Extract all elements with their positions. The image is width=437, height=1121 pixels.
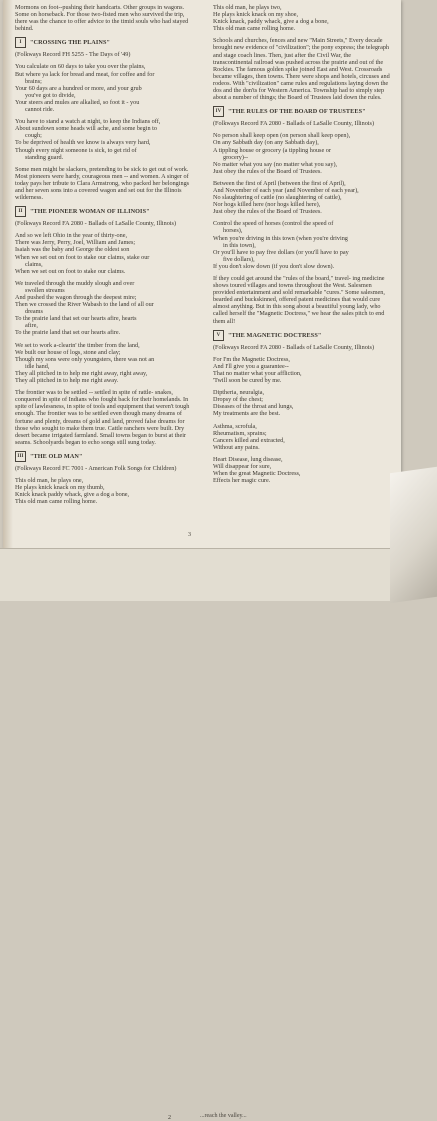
lower-page-number: 2	[168, 1115, 171, 1121]
verse-line: When the great Magnetic Doctress,	[213, 470, 301, 478]
text-line: for those who sought to make them true. Cattle ranchers	[15, 417, 185, 432]
verse-line: No slaughtering of cattle (no slaughtering of cattle),	[213, 194, 342, 202]
song-verse	[213, 132, 391, 175]
verse-line: This old man, he plays one,	[15, 476, 84, 484]
verse-line: cannot ride.	[25, 106, 55, 114]
verse-line: This old man came rolling home.	[213, 25, 296, 33]
verse-line: When you're driving in this town (when you're driving	[213, 234, 348, 242]
song-verse	[15, 477, 193, 505]
verse-line: Though my sons were only youngsters, there was not an	[15, 355, 155, 363]
prose-paragraph	[213, 37, 391, 101]
lower-page-text: ...reach the valley...	[200, 1113, 247, 1119]
text-line: Illinois wilderness.	[15, 186, 182, 202]
text-line: to offer advice to the timid souls who had stayed behind.	[15, 18, 189, 33]
verse-line: He plays knick knack on my shoe,	[213, 11, 299, 19]
section-number: V	[213, 330, 224, 341]
prose-paragraph	[213, 275, 391, 325]
verse-line: When we set out on foot to stake our claims, stake our	[15, 253, 150, 261]
record-source: (Folkways Record FA 2080 - Ballads of LaSalle County, Illinois)	[15, 220, 177, 228]
record-source: (Folkways Record FA 2080 - Ballads of LaSalle County, Illinois)	[213, 120, 375, 128]
text-line: was to be settled even though many dreams of fortune	[15, 410, 182, 425]
verse-line: If you don't slow down (if you don't slow down).	[213, 262, 335, 270]
text-line: seven sons into a covered wagon and set out for the	[34, 186, 163, 194]
section-title: "THE OLD MAN"	[30, 452, 83, 460]
record-source: (Folkways Record FC 7001 - American Folk Songs for Children)	[15, 464, 177, 472]
text-line: to Clara Armstrong, who packed her belongings and her	[15, 179, 190, 194]
verse-line: Without any pains.	[213, 443, 260, 451]
section-title: "CROSSING THE PLAINS"	[30, 39, 111, 47]
verse-line: When we set out on foot to stake our claims.	[15, 267, 126, 275]
verse-line: They all pitched in to help me right away.	[15, 377, 119, 385]
verse-line: Knick knack paddy whack, give a dog a bone,	[15, 491, 130, 499]
verse-line: We set to work a-clearin' the timber from the land,	[15, 341, 140, 349]
text-line: Small towns began to burst at their seams. Schoolyards	[15, 431, 186, 446]
text-line: buckskinned, offered patent medicines that would cure	[244, 296, 381, 304]
verse-line: This old man came rolling home.	[15, 498, 98, 506]
verse-line: in this town),	[223, 241, 256, 249]
verse-line: Nor hogs killed here (nor hogs killed here),	[213, 201, 321, 209]
section-number: II	[15, 206, 26, 217]
verse-line: For I'm the Magnetic Doctress,	[213, 355, 290, 363]
text-line: snakes, conquered in spite of Indians who fought back for	[15, 389, 173, 404]
text-line: West. Crossroads became villages, then towns. There	[213, 65, 383, 80]
verse-line: Between the first of April (between the first of April),	[213, 179, 346, 187]
verse-line: horses),	[223, 227, 243, 235]
verse-line: Control the speed of horses (control the speed of	[213, 220, 334, 228]
song-verse	[15, 280, 193, 337]
verse-line: brains;	[25, 77, 42, 85]
verse-line: My treatments are the best.	[213, 410, 281, 418]
verse-line: To be deprived of health we know is always very hard,	[15, 139, 151, 147]
verse-line: cough;	[25, 132, 42, 140]
song-verse	[213, 423, 391, 451]
verse-line: And I'll give you a guarantee--	[213, 362, 289, 370]
text-line: began to echo songs still sung today.	[65, 438, 156, 446]
verse-line: Diptheria, neuralgia,	[213, 389, 265, 397]
song-verse	[15, 342, 193, 385]
text-line: Schools and churches, fences and new "Main Streets,"	[213, 37, 348, 45]
verse-line: 'Twill soon be cured by me.	[213, 377, 282, 385]
text-line: almost anything. But in this song about a beautiful	[213, 303, 338, 311]
underlying-page	[0, 548, 400, 1121]
verse-line: Then we crossed the River Wabash to the land of all our	[15, 301, 154, 309]
song-verse	[213, 4, 391, 32]
verse-line: We built our house of logs, stone and clay;	[15, 348, 121, 356]
record-source: (Folkways Record FH 5255 - The Days of '49)	[15, 51, 131, 59]
text-line: men -- and women. A singer of today pays her tribute	[15, 172, 189, 187]
verse-line: idle hand,	[25, 362, 50, 370]
verse-line: On any Sabbath day (on any Sabbath day),	[213, 139, 319, 147]
verse-line: To the prairie land that set our hearts afire.	[15, 329, 121, 337]
document-page	[3, 0, 401, 548]
text-line: get out of work. Most pioneers were hardy, courageous	[15, 165, 189, 180]
text-line: If they could get around the "rules of the board," travel-	[213, 275, 351, 282]
song-verse	[213, 456, 391, 484]
intro-paragraph	[15, 4, 193, 32]
verse-line: And so we left Ohio in the year of thirty-one,	[15, 232, 128, 240]
verse-line: To the prairie land that set our hearts afire, hearts	[15, 315, 137, 323]
verse-line: This old man, he plays two,	[213, 4, 282, 11]
verse-line: And pushed the wagon through the deepest mire;	[15, 294, 137, 301]
song-verse	[213, 356, 391, 384]
verse-line: claims,	[25, 260, 43, 268]
verse-line: Your 60 days are a hundred or more, and your grub	[15, 84, 142, 92]
text-line: were built. Dry desert became irrigated farmland.	[15, 424, 185, 439]
song-verse	[213, 180, 391, 215]
left-column	[15, 4, 193, 510]
text-line: we hear the sales pitch to end them all!	[213, 310, 385, 325]
prose-paragraph	[15, 166, 193, 201]
section-number: III	[15, 451, 26, 462]
verse-line: Or you'll have to pay five dollars (or you'll have to pay	[213, 248, 349, 256]
verse-line: Will disappear for sure,	[213, 462, 272, 470]
verse-line: Cancers killed and extracted,	[213, 436, 285, 444]
text-line: Every decade brought new evidence of "civilization";	[213, 37, 383, 52]
song-verse	[213, 389, 391, 417]
text-line: the dos and the don'ts for Western America. Township	[213, 79, 389, 95]
section-heading	[15, 451, 193, 462]
verse-line: You calculate on 60 days to take you over the plains,	[15, 63, 146, 71]
verse-line: you've got to divide,	[25, 91, 76, 99]
song-verse	[15, 118, 193, 161]
verse-line: No matter what you say (no matter what you say),	[213, 160, 338, 168]
verse-line: Though every night someone is sick, to get rid of	[15, 146, 137, 154]
text-line: and equipment that weren't tough enough. The frontier	[15, 403, 190, 418]
verse-line: There was Jerry, Perry, Joel, William and James;	[15, 239, 136, 247]
section-number: I	[15, 37, 26, 48]
verse-line: A tippling house or grocery (a tippling house or	[213, 146, 331, 154]
record-source: (Folkways Record FA 2080 - Ballads of LaSalle County, Illinois)	[213, 343, 375, 351]
text-line: railroad was pushed across the prairie and out of	[254, 58, 375, 66]
section-heading	[15, 37, 193, 48]
verse-line: But where ya lack for bread and meat, for coffee and for	[15, 70, 155, 78]
section-title: "THE MAGNETIC DOCTRESS"	[228, 331, 322, 339]
song-verse	[213, 220, 391, 270]
text-line: remarkable "cures." Some salesmen, bearded and	[213, 289, 385, 304]
right-column	[213, 4, 391, 489]
page-number: 3	[188, 532, 191, 538]
section-number: IV	[213, 106, 224, 117]
text-line: young lady, who called herself the "Magnetic Doctress,"	[213, 303, 381, 318]
verse-line: Dropsy of the chest;	[213, 396, 264, 404]
text-line: ing medicine shows toured villages and towns throughout	[213, 275, 385, 290]
section-heading	[15, 206, 193, 217]
verse-line: And November of each year (and November of each year),	[213, 186, 359, 194]
verse-line: swollen streams	[25, 286, 65, 294]
verse-line: About sundown some heads will ache, and some begin to	[15, 125, 157, 133]
text-line: "civilization" came rules and regulations laying down	[246, 79, 380, 87]
text-line: two-fisted men who survived the trip, there was the chance	[15, 11, 185, 26]
verse-line: You have to stand a watch at night, to keep the Indians off,	[15, 118, 161, 126]
verse-line: That no matter what your affliction,	[213, 369, 302, 377]
text-line: the West. Salesmen provided entertainment and sold	[213, 282, 372, 297]
verse-line: afire,	[25, 322, 38, 330]
verse-line: He plays knick knack on my thumb,	[15, 484, 105, 492]
text-line: the Rockies. The famous golden spike joined East and	[213, 58, 384, 73]
section-title: "THE RULES OF THE BOARD OF TRUSTEES"	[228, 108, 366, 116]
text-line: groups in wagons. Some on horseback. For those	[15, 4, 185, 19]
song-verse	[15, 232, 193, 275]
text-line: and plenty, dreams of gold and land, proved false dreams	[34, 417, 176, 425]
verse-line: No person shall keep open (on person shall keep open),	[213, 132, 351, 140]
song-verse	[15, 63, 193, 113]
prose-paragraph	[15, 389, 193, 446]
verse-line: We traveled through the muddy slough and over	[15, 279, 135, 287]
section-heading	[213, 106, 391, 117]
section-title: "THE PIONEER WOMAN OF ILLINOIS"	[30, 208, 150, 216]
verse-line: standing guard.	[25, 153, 64, 161]
text-line: were shops and hotels, circuses and rodeos. With	[213, 72, 390, 87]
verse-line: dreams	[25, 308, 43, 316]
text-line: The frontier was to be settled -- settled in spite of rattle-	[15, 389, 154, 397]
verse-line: Heart Disease, lung disease,	[213, 455, 283, 463]
verse-line: Just obey the rules of the Board of Trustees.	[213, 167, 322, 175]
page-stain	[3, 0, 13, 548]
text-line: the pony express; the telegraph and stage coach lines.	[213, 44, 390, 59]
verse-line: They all pitched in to help me right away, right away,	[15, 369, 148, 377]
verse-line: grocery)--	[223, 153, 249, 161]
verse-line: Your steers and mules are alkalied, so foot it - you	[15, 98, 140, 106]
verse-line: Knick knack, paddy whack, give a dog a bone,	[213, 18, 329, 26]
text-line: Board of Trustees laid down the rules.	[287, 94, 382, 102]
text-line: Mormons on foot--pushing their handcarts. Other	[15, 4, 138, 11]
verse-line: Just obey the rules of the Board of Trustees.	[213, 208, 322, 216]
text-line: Then, just after the Civil War, the transcontinental	[213, 51, 352, 66]
text-line: their homelands. In spite of lawlessness, in spite of tools	[15, 396, 189, 411]
verse-line: Effects her magic cure.	[213, 477, 271, 485]
text-line: Some men might be slackers, pretending to be sick to	[15, 165, 148, 173]
section-heading	[213, 330, 391, 341]
verse-line: Diseases of the throat and lungs,	[213, 403, 294, 411]
verse-line: Rheumatism, sprains;	[213, 429, 267, 437]
text-line: had to simply step about a number of things; the	[213, 87, 385, 102]
page-curl	[390, 467, 437, 604]
verse-line: Asthma, scrofula,	[213, 422, 257, 430]
verse-line: five dollars),	[223, 255, 255, 263]
verse-line: Isaiah was the baby and George the oldest son	[15, 246, 130, 254]
